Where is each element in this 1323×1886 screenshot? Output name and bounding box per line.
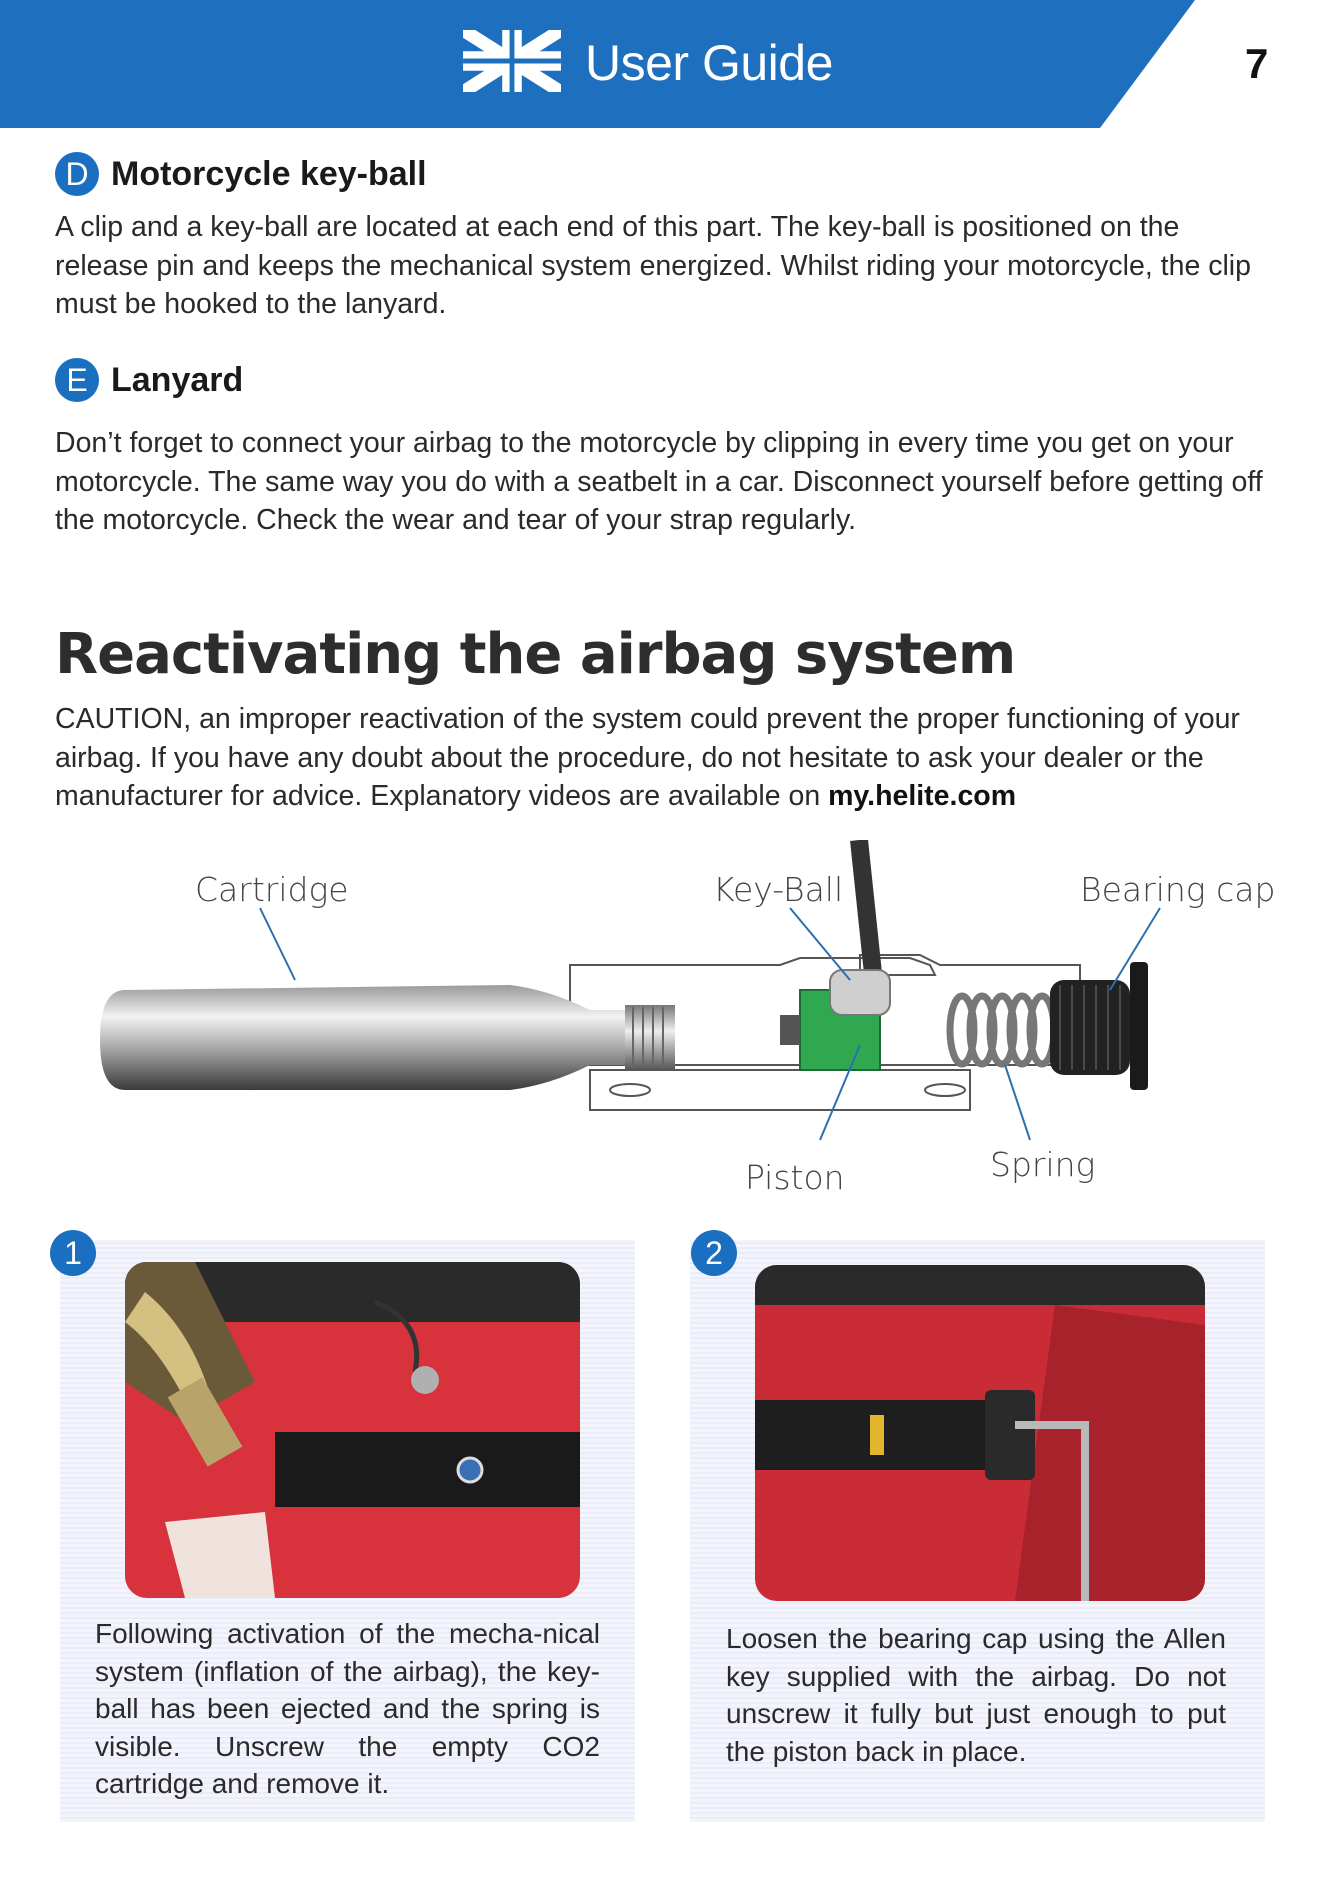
label-spring: Spring xyxy=(990,1145,1096,1184)
reactivating-heading: Reactivating the airbag system xyxy=(55,622,1016,687)
step-1-panel xyxy=(60,1234,635,1822)
helite-link[interactable]: my.helite.com xyxy=(828,780,1017,812)
key-ball xyxy=(830,970,890,1015)
cartridge-body xyxy=(100,985,625,1090)
cartridge-leader xyxy=(260,908,295,980)
bearing-cap xyxy=(1050,980,1130,1075)
uk-flag-icon xyxy=(463,30,561,92)
label-bearing-cap: Bearing cap xyxy=(1080,870,1276,909)
spring-leader xyxy=(1005,1065,1030,1140)
page-number: 7 xyxy=(1245,40,1269,87)
section-d-body: A clip and a key-ball are located at each end of this part. The key-ball is positioned on the release pin and keeps the mechanical system energized. Whilst riding your motorcycle, the clip must be hooked to the lanyard. xyxy=(55,211,1251,320)
section-e-heading: Lanyard xyxy=(111,360,244,399)
spring xyxy=(950,996,1054,1064)
lanyard-cord xyxy=(850,840,882,975)
header-title: User Guide xyxy=(585,35,833,91)
airbag-mechanism-diagram xyxy=(80,840,1280,1210)
section-d-title xyxy=(55,152,427,196)
section-e-title xyxy=(55,358,243,402)
step-1-photo xyxy=(125,1262,580,1598)
step-2-photo xyxy=(755,1265,1205,1601)
section-e-badge: E xyxy=(55,358,99,402)
label-piston: Piston xyxy=(745,1158,845,1197)
step-2-text: Loosen the bearing cap using the Allen key supplied with the airbag. Do not unscrew it fully but just enough to put the piston back in place. xyxy=(726,1623,1226,1767)
base-plate xyxy=(590,1070,970,1110)
section-d-heading: Motorcycle key-ball xyxy=(111,154,427,193)
step-2-panel xyxy=(690,1234,1265,1822)
section-d-badge: D xyxy=(55,152,99,196)
caution-text: CAUTION, an improper reactivation of the system could prevent the proper functioning of your airbag. If you have any doubt about the procedure, do not hesitate to ask your dealer or the manufacturer for advice. Explanatory videos are available on xyxy=(55,703,1240,812)
caution-paragraph xyxy=(55,700,1275,816)
step-2-number: 2 xyxy=(691,1230,737,1276)
step-1-number: 1 xyxy=(50,1230,96,1276)
section-e-body: Don’t forget to connect your airbag to the motorcycle by clipping in every time you get on your motorcycle. The same way you do with a seatbelt in a car. Disconnect yourself before getting off the motorcycle. Check the wear and tear of your strap regularly. xyxy=(55,427,1263,536)
key-ball-leader xyxy=(790,908,850,980)
label-key-ball: Key-Ball xyxy=(713,870,844,909)
step-1-text: Following activation of the mecha-nical system (inflation of the airbag), the key-ball has been ejected and the spring is visible. Unscrew the empty CO2 cartridge and remove it. xyxy=(95,1618,600,1799)
label-cartridge: Cartridge xyxy=(195,870,349,909)
